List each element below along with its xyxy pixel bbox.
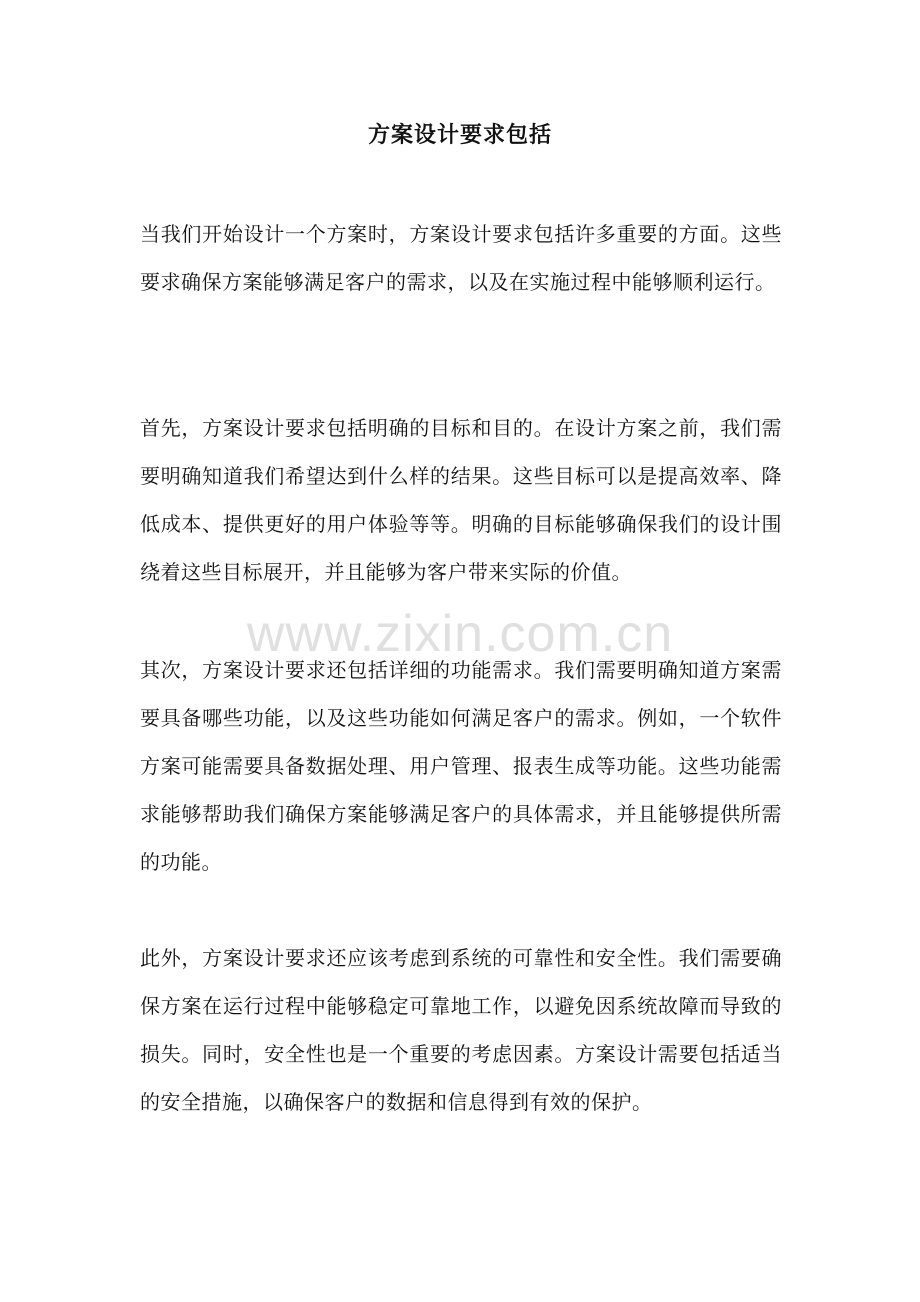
paragraph-goals: 首先，方案设计要求包括明确的目标和目的。在设计方案之前，我们需要明确知道我们希望达到什么样的结果。这些目标可以是提高效率、降低成本、提供更好的用户体验等等。明确的目标能够确保我们的设计围绕着这些目标展开，并且能够为客户带来实际的价值。: [140, 416, 782, 584]
paragraph-intro: 当我们开始设计一个方案时，方案设计要求包括许多重要的方面。这些要求确保方案能够满足客户的需求，以及在实施过程中能够顺利运行。: [140, 222, 782, 294]
watermark-text: www.zixin.com.cn: [246, 605, 674, 663]
paragraph-functional-requirements: 其次，方案设计要求还包括详细的功能需求。我们需要明确知道方案需要具备哪些功能，以及这些功能如何满足客户的需求。例如，一个软件方案可能需要具备数据处理、用户管理、报表生成等功能。这些功能需求能够帮助我们确保方案能够满足客户的具体需求，并且能够提供所需的功能。: [140, 658, 782, 874]
document-title: 方案设计要求包括: [367, 122, 552, 148]
paragraph-reliability-security: 此外，方案设计要求还应该考虑到系统的可靠性和安全性。我们需要确保方案在运行过程中能够稳定可靠地工作，以避免因系统故障而导致的损失。同时，安全性也是一个重要的考虑因素。方案设计需要包括适当的安全措施，以确保客户的数据和信息得到有效的保护。: [140, 946, 782, 1114]
